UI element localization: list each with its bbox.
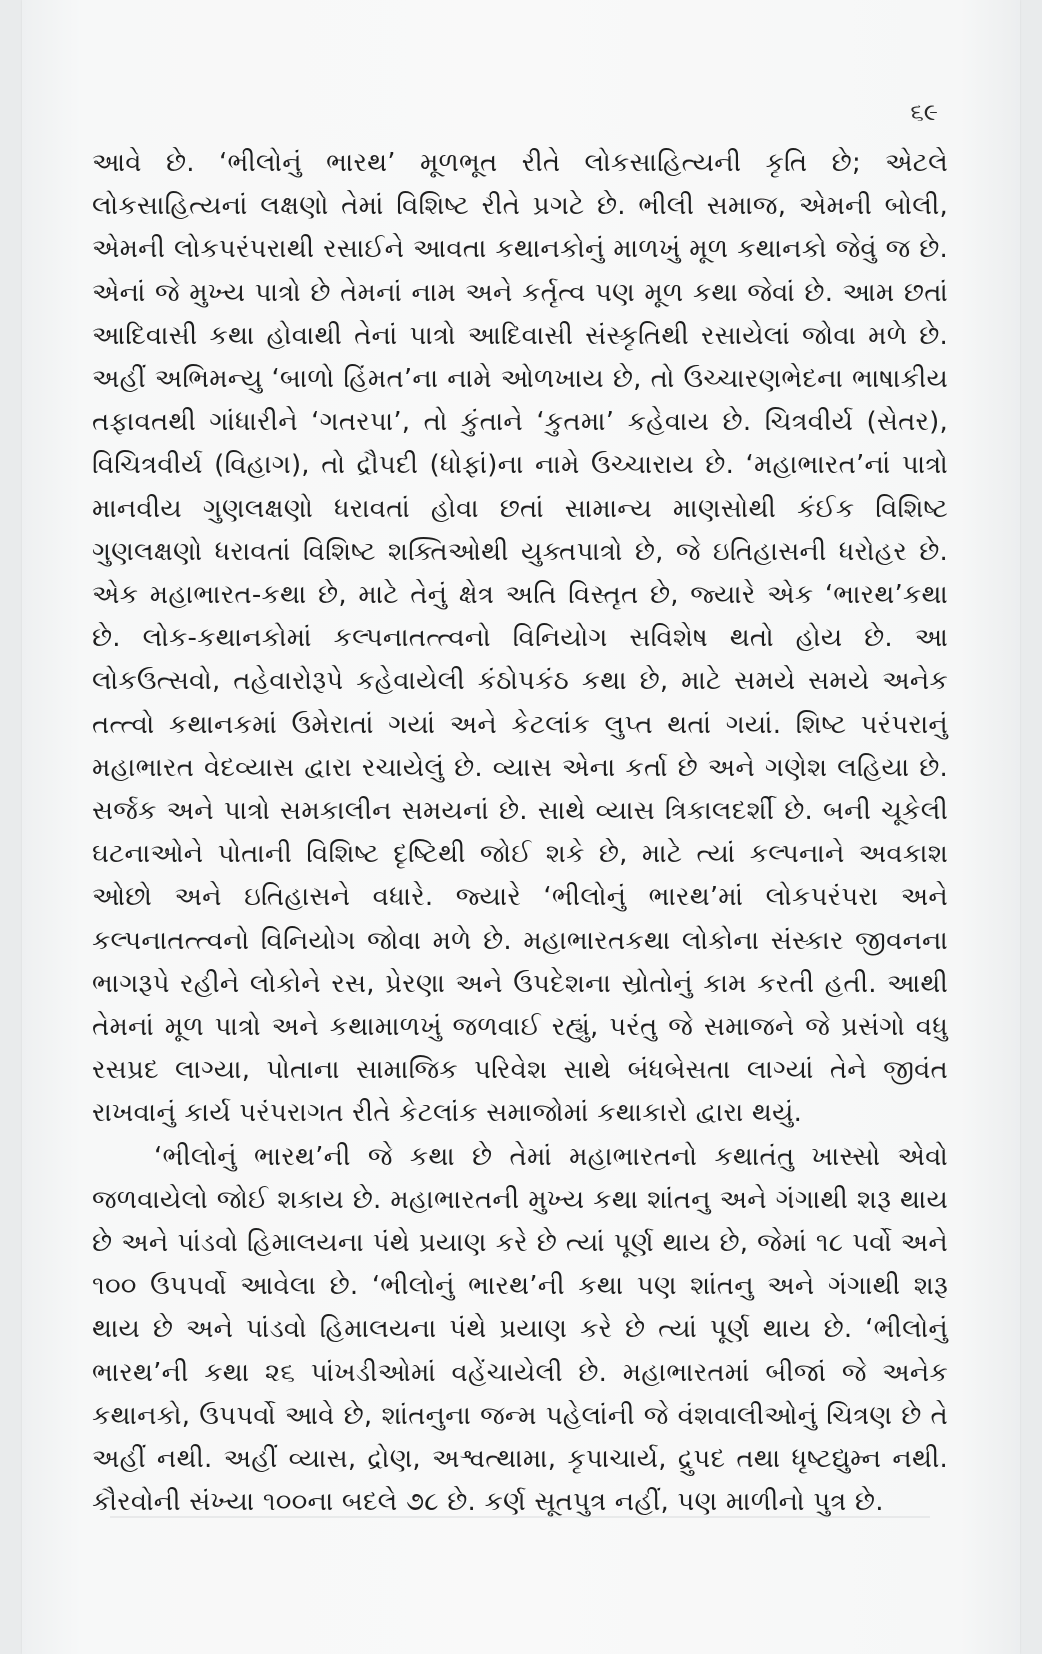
- body-text: [92, 142, 948, 1525]
- book-page: [22, 0, 1020, 1654]
- paragraph-1: આવે છે. ‘ભીલોનું ભારથ’ મૂળભૂત રીતે લોકસાહિત્યની કૃતિ છે; એટલે લોકસાહિત્યનાં લક્ષણો તેમાં વિશિષ્ટ રીતે પ્રગટે છે. ભીલી સમાજ, એમની બોલી, એમની લોકપરંપરાથી રસાઈને આવતા કથાનકોનું માળખું મૂળ કથાનકો જેવું જ છે. એનાં જે મુખ્ય પાત્રો છે તેમનાં નામ અને કર્તૃત્વ પણ મૂળ કથા જેવાં છે. આમ છતાં આદિવાસી કથા હોવાથી તેનાં પાત્રો આદિવાસી સંસ્કૃતિથી રસાયેલાં જોવા મળે છે. અહીં અભિમન્યુ ‘બાળો હિંમત’ના નામે ઓળખાય છે, તો ઉચ્ચારણભેદના ભાષાકીય તફાવતથી ગાંધારીને ‘ગતરપા’, તો કુંતાને ‘કુતમા’ કહેવાય છે. ચિત્રવીર્ય (સેતર), વિચિત્રવીર્ય (વિહાગ), તો દ્રૌપદી (ધોફાં)ના નામે ઉચ્ચારાય છે. ‘મહાભારત’નાં પાત્રો માનવીય ગુણલક્ષણો ધરાવતાં હોવા છતાં સામાન્ય માણસોથી કંઈક વિશિષ્ટ ગુણલક્ષણો ધરાવતાં વિશિષ્ટ શક્તિઓથી યુક્તપાત્રો છે, જે ઇતિહાસની ધરોહર છે. એક મહાભારત-કથા છે, માટે તેનું ક્ષેત્ર અતિ વિસ્તૃત છે, જ્યારે એક ‘ભારથ’કથા છે. લોક-કથાનકોમાં કલ્પનાતત્ત્વનો વિનિયોગ સવિશેષ થતો હોય છે. આ લોકઉત્સવો, તહેવારોરૂપે કહેવાયેલી કંઠોપકંઠ કથા છે, માટે સમયે સમયે અનેક તત્ત્વો કથાનકમાં ઉમેરાતાં ગયાં અને કેટલાંક લુપ્ત થતાં ગયાં. શિષ્ટ પરંપરાનું મહાભારત વેદવ્યાસ દ્વારા રચાયેલું છે. વ્યાસ એના કર્તા છે અને ગણેશ લહિયા છે. સર્જક અને પાત્રો સમકાલીન સમયનાં છે. સાથે વ્યાસ ત્રિકાલદર્શી છે. બની ચૂકેલી ઘટનાઓને પોતાની વિશિષ્ટ દૃષ્ટિથી જોઈ શકે છે, માટે ત્યાં કલ્પનાને અવકાશ ઓછો અને ઇતિહાસને વધારે. જ્યારે ‘ભીલોનું ભારથ’માં લોકપરંપરા અને કલ્પનાતત્ત્વનો વિનિયોગ જોવા મળે છે. મહાભારતકથા લોકોના સંસ્કાર જીવનના ભાગરૂપે રહીને લોકોને રસ, પ્રેરણા અને ઉપદેશના સ્રોતોનું કામ કરતી હતી. આથી તેમનાં મૂળ પાત્રો અને કથામાળખું જળવાઈ રહ્યું, પરંતુ જે સમાજને જે પ્રસંગો વધુ રસપ્રદ લાગ્યા, પોતાના સામાજિક પરિવેશ સાથે બંધબેસતા લાગ્યાં તેને જીવંત રાખવાનું કાર્ય પરંપરાગત રીતે કેટલાંક સમાજોમાં કથાકારો દ્વારા થયું.: [92, 148, 948, 1129]
- page-number: ૬૯: [910, 98, 938, 126]
- paragraph-2: ‘ભીલોનું ભારથ’ની જે કથા છે તેમાં મહાભારતનો કથાતંતુ ખાસ્સો એવો જળવાયેલો જોઈ શકાય છે. મહાભારતની મુખ્ય કથા શાંતનુ અને ગંગાથી શરૂ થાય છે અને પાંડવો હિમાલયના પંથે પ્રયાણ કરે છે ત્યાં પૂર્ણ થાય છે, જેમાં ૧૮ પર્વો અને ૧૦૦ ઉપપર્વો આવેલા છે. ‘ભીલોનું ભારથ’ની કથા પણ શાંતનુ અને ગંગાથી શરૂ થાય છે અને પાંડવો હિમાલયના પંથે પ્રયાણ કરે છે ત્યાં પૂર્ણ થાય છે. ‘ભીલોનું ભારથ’ની કથા ૨૬ પાંખડીઓમાં વહેંચાયેલી છે. મહાભારતમાં બીજાં જે અનેક કથાનકો, ઉપપર્વો આવે છે, શાંતનુના જન્મ પહેલાંની જે વંશવાલીઓનું ચિત્રણ છે તે અહીં નથી. અહીં વ્યાસ, દ્રોણ, અશ્વત્થામા, કૃપાચાર્ય, દ્રુપદ તથા ધૃષ્ટદ્યુમ્ન નથી. કૌરવોની સંખ્યા ૧૦૦ના બદલે ૭૮ છે. કર્ણ સૂતપુત્ર નહીં, પણ માળીનો પુત્ર છે.: [92, 1141, 948, 1518]
- bleed-through-line: [110, 1516, 930, 1518]
